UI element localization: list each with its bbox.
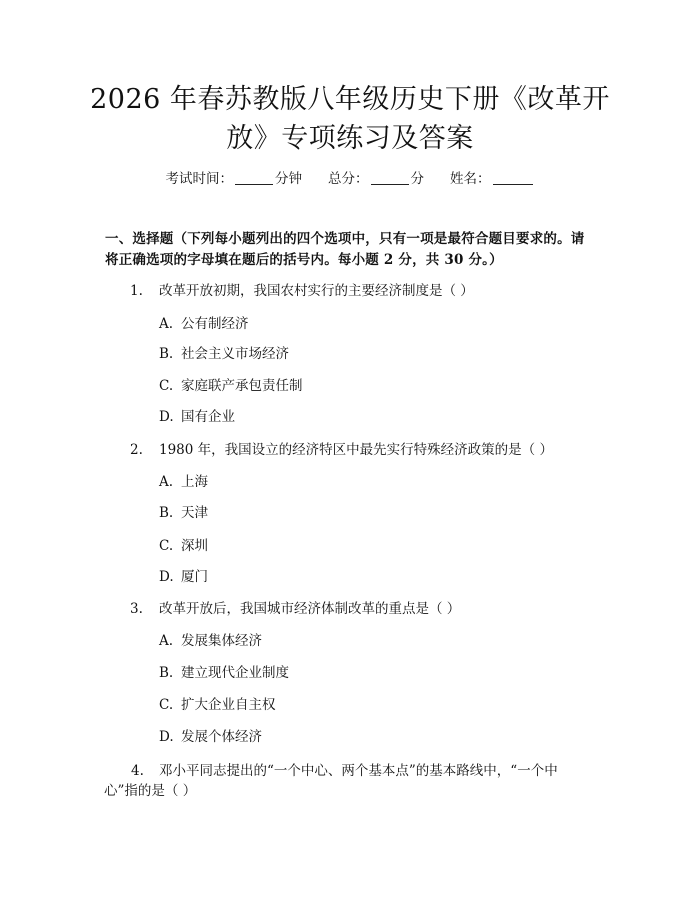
option-text: 上海 bbox=[181, 474, 208, 490]
question-text: 改革开放初期，我国农村实行的主要经济制度是（ ） bbox=[159, 283, 474, 299]
question-1-option-a bbox=[159, 313, 249, 335]
option-letter: D. bbox=[159, 729, 174, 745]
option-text: 家庭联产承包责任制 bbox=[181, 378, 303, 394]
question-number: 1. bbox=[130, 283, 143, 299]
question-3-option-b bbox=[159, 662, 289, 684]
option-letter: B. bbox=[159, 346, 174, 362]
question-text: 改革开放后，我国城市经济体制改革的重点是（ ） bbox=[159, 601, 461, 617]
option-text: 社会主义市场经济 bbox=[181, 346, 289, 362]
option-text: 厦门 bbox=[181, 569, 208, 585]
question-2-option-c bbox=[159, 535, 208, 557]
exam-time-label: 考试时间： bbox=[165, 171, 233, 187]
question-3-option-c bbox=[159, 694, 276, 716]
document-title-line-2: 放》专项练习及答案 bbox=[226, 123, 474, 154]
total-score-blank bbox=[371, 170, 409, 185]
option-letter: D. bbox=[159, 409, 174, 425]
exam-time-unit: 分钟 bbox=[275, 171, 302, 187]
question-text-line-2: 心”指的是（ ） bbox=[104, 783, 197, 799]
question-2-option-a bbox=[159, 471, 208, 493]
exam-time-blank bbox=[235, 170, 273, 185]
question-text-line-1: 邓小平同志提出的“一个中心、两个基本点”的基本路线中，“一个中 bbox=[159, 763, 558, 779]
question-3-option-d bbox=[159, 726, 262, 748]
question-number: 4. bbox=[131, 763, 144, 779]
option-text: 国有企业 bbox=[181, 409, 235, 425]
option-letter: A. bbox=[159, 316, 174, 332]
option-letter: C. bbox=[159, 378, 174, 394]
option-letter: D. bbox=[159, 569, 174, 585]
question-number: 3. bbox=[130, 601, 143, 617]
option-text: 发展个体经济 bbox=[181, 729, 262, 745]
exam-info-row bbox=[0, 169, 700, 189]
document-title-line-1: 2026 年春苏教版八年级历史下册《改革开 bbox=[90, 84, 610, 115]
student-name-blank bbox=[493, 170, 533, 185]
option-letter: A. bbox=[159, 474, 174, 490]
option-text: 天津 bbox=[181, 505, 208, 521]
option-letter: A. bbox=[159, 633, 174, 649]
question-2-option-d bbox=[159, 566, 208, 588]
question-text: 1980 年，我国设立的经济特区中最先实行特殊经济政策的是（ ） bbox=[159, 442, 553, 458]
section-heading-line-2: 将正确选项的字母填在题后的括号内。每小题 2 分，共 30 分。） bbox=[105, 252, 503, 268]
question-3-option-a bbox=[159, 630, 262, 652]
option-letter: B. bbox=[159, 665, 174, 681]
option-letter: B. bbox=[159, 505, 174, 521]
question-1-option-d bbox=[159, 406, 235, 428]
option-text: 建立现代企业制度 bbox=[181, 665, 289, 681]
student-name-label: 姓名： bbox=[450, 171, 491, 187]
option-text: 公有制经济 bbox=[181, 316, 249, 332]
option-text: 扩大企业自主权 bbox=[181, 697, 276, 713]
question-1-option-b bbox=[159, 343, 289, 365]
option-letter: C. bbox=[159, 697, 174, 713]
section-heading-line-1: 一、选择题（下列每小题列出的四个选项中，只有一项是最符合题目要求的。请 bbox=[105, 231, 585, 247]
total-score-unit: 分 bbox=[410, 171, 424, 187]
total-score-label: 总分： bbox=[328, 171, 369, 187]
exam-time-field bbox=[166, 169, 303, 189]
question-2-option-b bbox=[159, 502, 208, 524]
total-score-field bbox=[328, 169, 424, 189]
option-text: 深圳 bbox=[181, 538, 208, 554]
student-name-field bbox=[450, 169, 535, 189]
option-text: 发展集体经济 bbox=[181, 633, 262, 649]
question-1-option-c bbox=[159, 375, 303, 397]
question-number: 2. bbox=[130, 442, 143, 458]
option-letter: C. bbox=[159, 538, 174, 554]
